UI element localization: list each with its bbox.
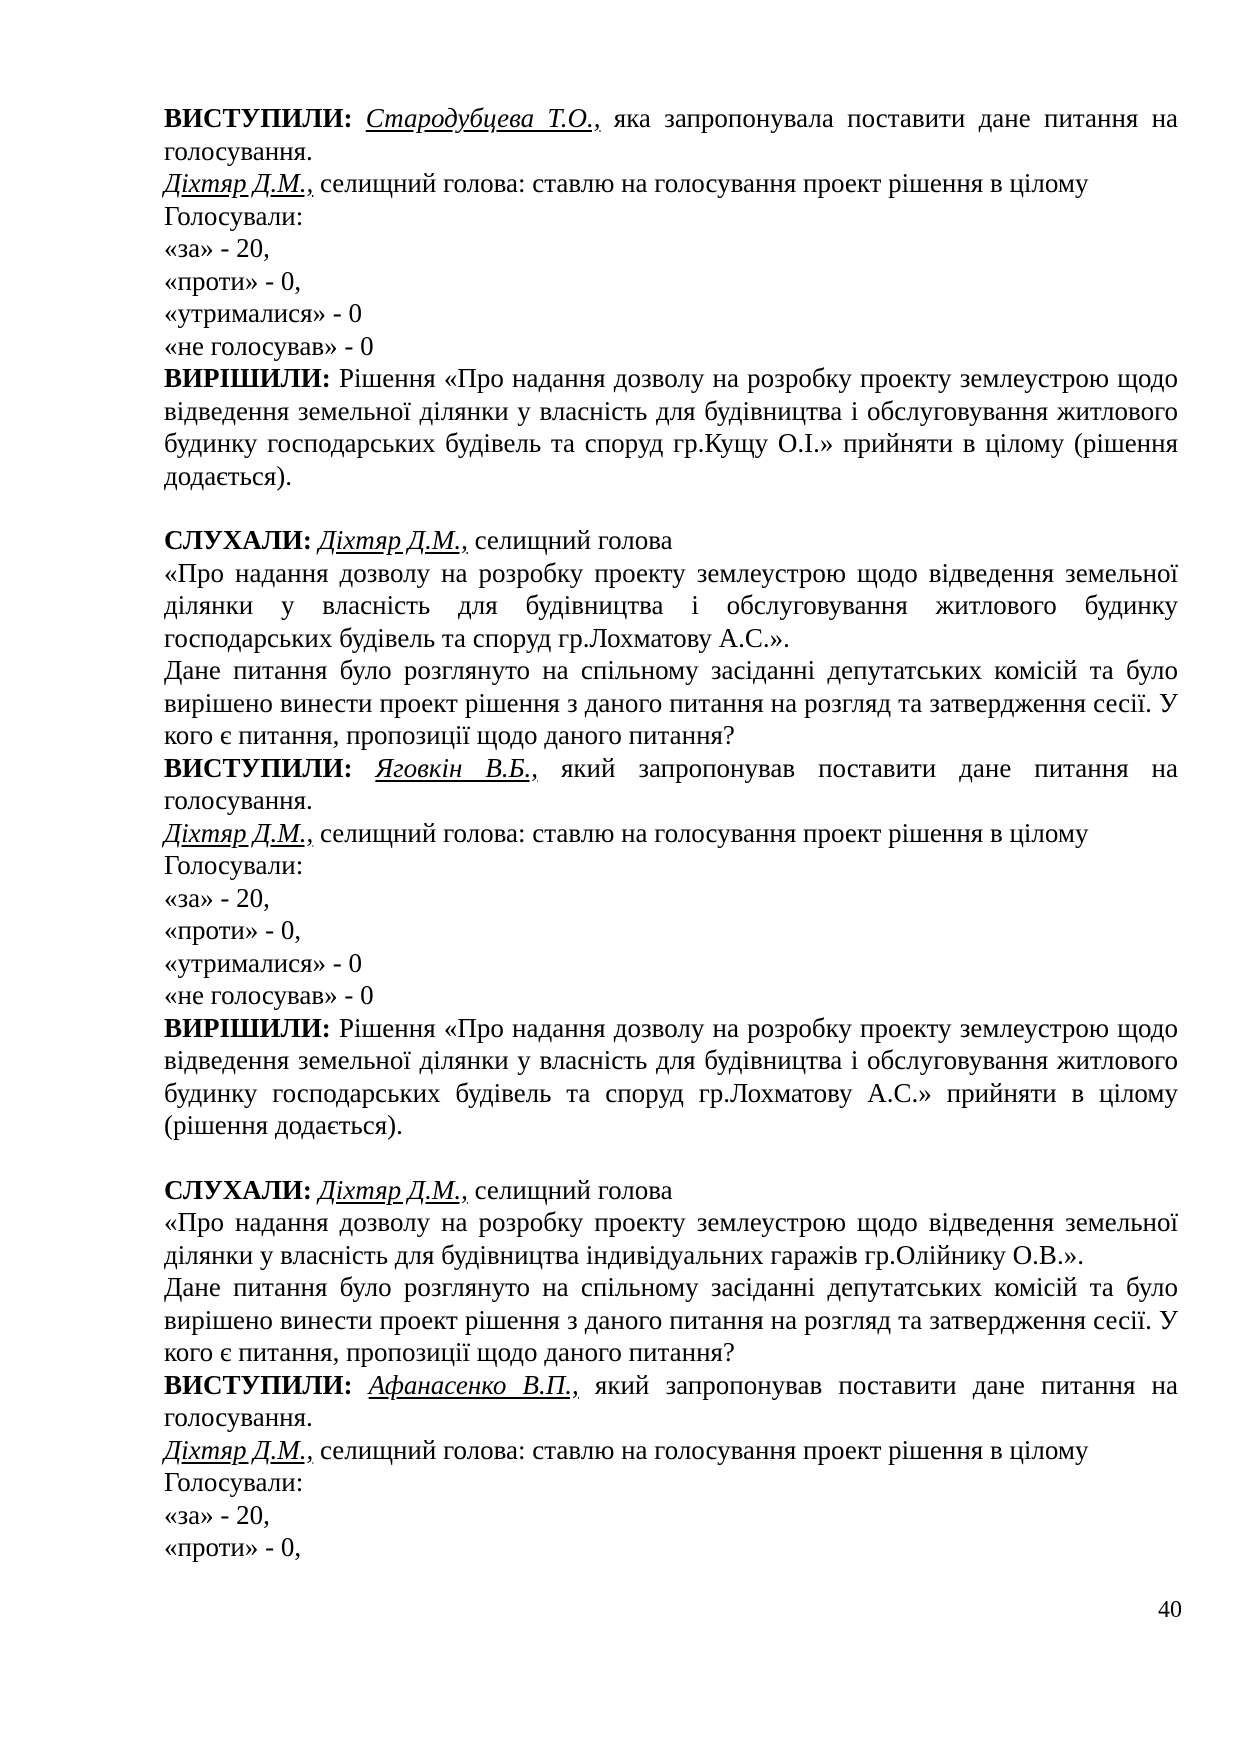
heard-label: СЛУХАЛИ: (164, 525, 312, 555)
voted-label: Голосували: (164, 850, 304, 880)
page-number: 40 (1158, 1597, 1182, 1623)
voted-label: Голосували: (164, 200, 304, 231)
heard-paragraph (164, 1174, 1178, 1207)
vote-abstained: «утрималися» - 0 (164, 298, 363, 328)
speakers-label: ВИСТУПИЛИ: (164, 1369, 353, 1400)
head-text: селищний голова: ставлю на голосування проект рішення в цілому (313, 817, 1089, 848)
head-name: Діхтяр Д.М., (164, 1434, 314, 1465)
agenda-topic: «Про надання дозволу на розробку проекту землеустрою щодо відведення земельної ділянки у власність для будівництва індивідуальних гаражів гр.Олійнику О.В.». (164, 1207, 1178, 1270)
document-page (164, 102, 1178, 1564)
speaker-text: який запропонував поставити дане питання на голосування. (164, 1369, 1178, 1432)
agenda-topic: «Про надання дозволу на розробку проекту землеустрою щодо відведення земельної ділянки у власність для будівництва і обслуговування житлового будинку господарських будівель та споруд гр.Лохматову А.С.». (164, 557, 1178, 653)
vote-for: «за» - 20, (164, 233, 270, 263)
head-text: селищний голова: ставлю на голосування проект рішення в цілому (313, 1434, 1089, 1465)
speaker-paragraph (164, 102, 1178, 167)
head-text: селищний голова: ставлю на голосування проект рішення в цілому (313, 168, 1089, 198)
heard-label: СЛУХАЛИ: (164, 1174, 312, 1205)
speaker-text: яка запропонувала поставити дане питання на голосування. (164, 103, 1179, 166)
heard-role: селищний голова (467, 1174, 673, 1205)
voted-label: Голосували: (164, 1467, 304, 1497)
heard-name: Діхтяр Д.М., (318, 1174, 468, 1205)
decided-label: ВИРІШИЛИ: (164, 363, 331, 393)
speaker-paragraph (164, 752, 1178, 817)
vote-against: «проти» - 0, (164, 915, 302, 945)
speaker-name: Афанасенко В.П., (368, 1369, 579, 1400)
speaker-text: який запропонував поставити дане питання на голосування. (164, 752, 1178, 815)
vote-for: «за» - 20, (164, 1499, 270, 1530)
vote-not-voted: «не голосував» - 0 (164, 330, 374, 361)
speakers-label: ВИСТУПИЛИ: (164, 103, 353, 133)
vote-abstained: «утрималися» - 0 (164, 947, 363, 978)
discussion-paragraph: Дане питання було розглянуто на спільному засіданні депутатських комісій та було вирішено винести проект рішення з даного питання на розгляд та затвердження сесії. У кого є питання, пропозиції щодо даного питання? (164, 1272, 1178, 1367)
speaker-paragraph (164, 1369, 1178, 1434)
heard-role: селищний голова (467, 525, 673, 555)
section-gap (164, 492, 1178, 524)
head-name: Діхтяр Д.М., (164, 168, 314, 198)
section-gap (164, 1142, 1178, 1174)
heard-paragraph (164, 524, 1178, 557)
decision-paragraph (164, 362, 1178, 492)
discussion-paragraph: Дане питання було розглянуто на спільному засіданні депутатських комісій та було вирішено винести проект рішення з даного питання на розгляд та затвердження сесії. У кого є питання, пропозиції щодо даного питання? (164, 655, 1178, 750)
vote-for: «за» - 20, (164, 882, 270, 913)
head-statement (164, 167, 1178, 200)
head-statement (164, 1434, 1178, 1467)
heard-name: Діхтяр Д.М., (318, 525, 468, 555)
decision-text: Рішення «Про надання дозволу на розробку проекту землеустрою щодо відведення земельної ділянки у власність для будівництва і обслуговування житлового будинку господарських будівель та споруд гр.Кущу О.І.» прийняти в цілому (рішення додається). (164, 363, 1178, 491)
speakers-label: ВИСТУПИЛИ: (164, 752, 353, 783)
vote-against: «проти» - 0, (164, 1532, 302, 1562)
decision-text: Рішення «Про надання дозволу на розробку проекту землеустрою щодо відведення земельної ділянки у власність для будівництва і обслуговування житлового будинку господарських будівель та споруд гр.Лохматову А.С.» прийняти в цілому (рішення додається). (164, 1012, 1178, 1140)
speaker-name: Яговкін В.Б., (375, 752, 539, 783)
head-statement (164, 817, 1178, 850)
vote-against: «проти» - 0, (164, 265, 302, 296)
head-name: Діхтяр Д.М., (164, 817, 314, 848)
speaker-name: Стародубцева Т.О., (365, 103, 601, 133)
decision-paragraph (164, 1012, 1178, 1142)
decided-label: ВИРІШИЛИ: (164, 1012, 331, 1043)
vote-not-voted: «не голосував» - 0 (164, 980, 374, 1010)
